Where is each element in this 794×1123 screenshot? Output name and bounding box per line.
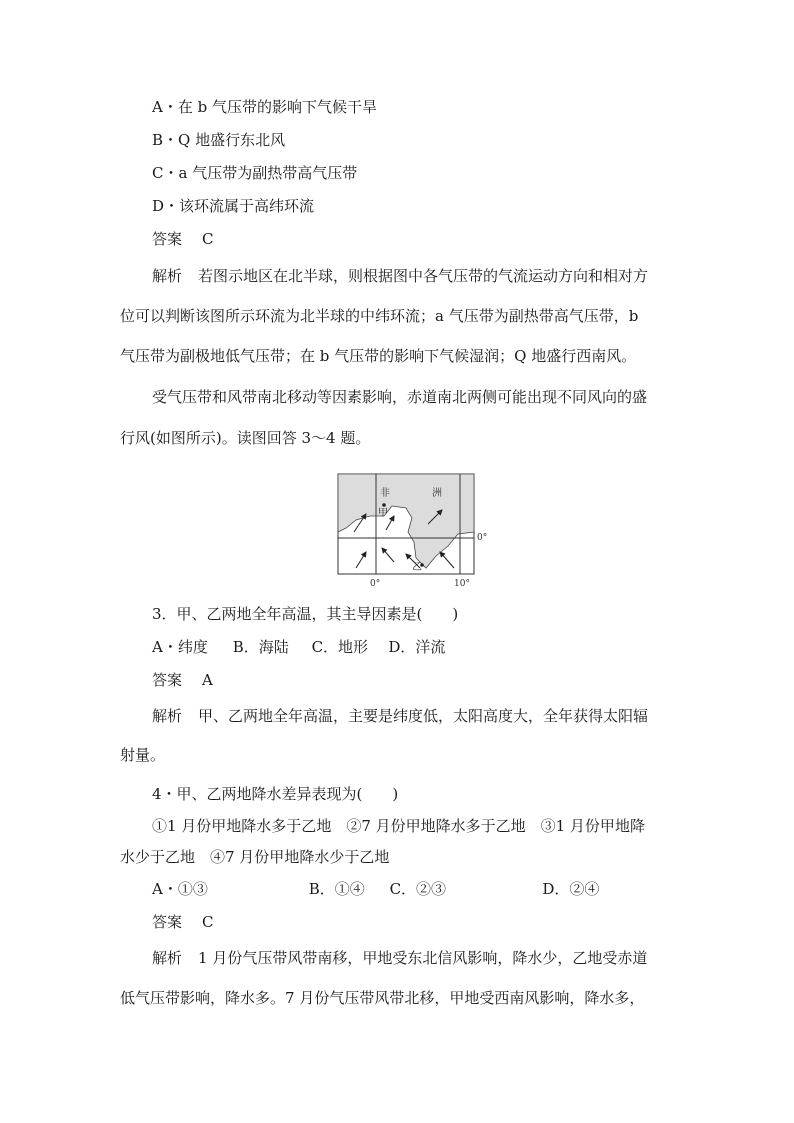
q3-analysis-line-2: 射量。: [120, 746, 166, 764]
intro-line-1: 受气压带和风带南北移动等因素影响，赤道南北两侧可能出现不同风向的盛: [152, 388, 648, 406]
option-d: D・该环流属于高纬环流: [152, 197, 315, 215]
analysis-text: 若图示地区在北半球，则根据图中各气压带的气流运动方向和相对方: [198, 267, 649, 285]
q3-answer-row: [152, 670, 213, 690]
q3-options: [152, 637, 445, 657]
answer-row: [152, 229, 214, 249]
q3-answer-label: 答案: [152, 671, 183, 689]
analysis-line-1: [152, 266, 648, 286]
answer-value: C: [202, 230, 214, 248]
analysis-line-3: 气压带为副极地低气压带；在 b 气压带的影响下气候湿润；Q 地盛行西南风。: [120, 347, 637, 365]
q4-analysis-line-1: [152, 948, 647, 968]
q3-option-a: A・纬度: [152, 638, 208, 656]
q3-analysis-text: 甲、乙两地全年高温，主要是纬度低，太阳高度大，全年获得太阳辐: [198, 707, 649, 725]
q4-answer-value: C: [202, 913, 214, 931]
q3-analysis-line-1: [152, 706, 648, 726]
tick-lon-10: 10°: [454, 579, 470, 589]
analysis-label: 解析: [152, 267, 183, 285]
option-a: A・在 b 气压带的影响下气候干旱: [152, 98, 377, 116]
analysis-line-2: 位可以判断该图所示环流为北半球的中纬环流；a 气压带为副热带高气压带，b: [120, 307, 639, 325]
q4-answer-row: [152, 912, 214, 932]
q4-analysis-line-2: 低气压带影响，降水多。7 月份气压带风带北移，甲地受西南风影响，降水多，: [120, 989, 645, 1007]
option-b: B・Q 地盛行东北风: [152, 131, 286, 149]
q4-option-c: C．②③: [389, 880, 447, 898]
q3-analysis-label: 解析: [152, 707, 183, 725]
wind-map-figure: [336, 472, 496, 592]
q3-option-d: D．洋流: [388, 638, 446, 656]
q4-choices-line-2: 水少于乙地 ④7 月份甲地降水少于乙地: [120, 848, 390, 866]
map-label-yi: 乙: [412, 562, 422, 573]
intro-line-2: 行风(如图所示)。读图回答 3～4 题。: [120, 429, 371, 447]
map-label-jia: 甲: [378, 508, 388, 519]
tick-lat-0: 0°: [477, 533, 488, 543]
q3-option-b: B．海陆: [232, 638, 289, 656]
q4-stem: 4・甲、乙两地降水差异表现为( ): [152, 785, 399, 803]
q4-answer-label: 答案: [152, 913, 183, 931]
q3-stem: 3．甲、乙两地全年高温，其主导因素是( ): [152, 605, 459, 623]
answer-label: 答案: [152, 230, 183, 248]
q4-option-d: D．②④: [542, 880, 600, 898]
map-label-zhou: 洲: [432, 488, 442, 499]
jia-point: [382, 503, 386, 507]
q4-option-a: A・①③: [152, 880, 208, 898]
q4-option-b: B．①④: [308, 880, 365, 898]
q4-analysis-text: 1 月份气压带风带南移，甲地受东北信风影响，降水少，乙地受赤道: [198, 949, 648, 967]
tick-lon-0: 0°: [370, 579, 381, 589]
q3-answer-value: A: [202, 671, 213, 689]
q4-options: [152, 879, 599, 899]
option-c: C・a 气压带为副热带高气压带: [152, 164, 358, 182]
q4-choices-line-1: ①1 月份甲地降水多于乙地 ②7 月份甲地降水多于乙地 ③1 月份甲地降: [152, 817, 645, 835]
map-label-fei: 非: [380, 488, 390, 499]
q3-option-c: C．地形: [311, 638, 369, 656]
q4-analysis-label: 解析: [152, 949, 183, 967]
